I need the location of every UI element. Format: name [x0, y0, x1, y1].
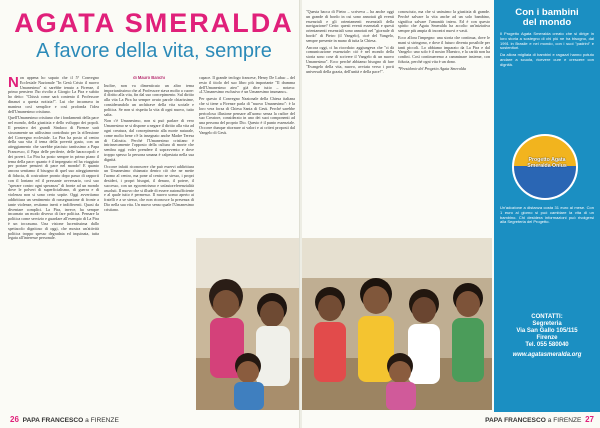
article-column-1: [8, 76, 99, 398]
drop-cap: N: [8, 76, 19, 91]
paragraph: Per questo il Convegno Nazionale della Chiesa italiana che si tiene a Firenze parla di "nuovo Umanesimo": è la loro vera forza di Chiesa Santa di Gesù. Perché sarebbe pericolosa illusione pensare all'uomo senza la radice del suo Creatore, considerato in uno dei suoi componenti ad una persona del proprio Dio. Questo è il punto essenziale. Occorre dunque ritornare ai valori e ai criteri proposti dal Vangelo di Gesù.: [199, 96, 295, 135]
paragraph: on appena ho saputo che il 5° Convegno Ecclesiale Nazionale "In Gesù Cristo il nuovo Umanesimo" si sarebbe tenuto a Firenze, il primo pensiero l'ho rivolto a Giorgio La Pira e subito ho detto: "Chissà come sarà contento il Professore dinanzi a questa notizia!". Lui che incarnava in maniera così semplice e così profonda l'idea dell'Umanesimo cristiano.: [8, 76, 99, 114]
paragraph: capace. Il grande teologo francese, Henry De Lubac – del resto il titolo del suo libro più importante "Il dramma dell'Umanesimo ateo" già dice tutto – notava: «L'Umanesimo esclusivo è un Umanesimo inumano».: [199, 76, 295, 95]
author-byline: di Mauro Banchi: [133, 76, 165, 80]
contacts-address: Via San Gallo 105/115: [516, 328, 578, 334]
page-number: 26: [10, 415, 19, 424]
children-photo-continued: [302, 238, 492, 410]
paragraph: Inoltre, non va dimenticato un altro tema importantissimo che al Professore stava molto a cuore: il diritto alla vita, fin dal suo concepimento. Sul diritto alla vita La Pira ha sempre avuto parole chiarissime, considerandolo un architrave della vita sociale e politica. Se non si rispetta la vita di ogni nuovo, tutto salta.: [104, 82, 194, 117]
article-subtitle: A favore della vita, sempre: [36, 40, 272, 62]
sidebar-paragraph: Il Progetto Agata Smeralda creato che si dirige in loro storia a sostegno di chi più ne ha bisogno, dal 1991 in Brasile e nel mondo, con i suoi "padrini" e sostenitori.: [500, 31, 594, 51]
article-column-4: [306, 10, 394, 238]
sidebar-paragraph: Un'adozione a distanza costa 31 euro al mese. Con 1 euro al giorno si può cambiare la vita di un bambino. Chi desidera informazioni può rivolgersi alla Segreteria del Progetto.: [500, 205, 594, 225]
agata-smeralda-badge: [512, 134, 578, 200]
contacts-box: [494, 314, 600, 359]
footer-city: FIRENZE: [553, 417, 582, 424]
badge-label: Progetto Agata Smeralda Onlus: [527, 157, 567, 169]
contacts-phone: Tel. 055 580040: [525, 342, 569, 348]
article-title: AGATA SMERALDA: [14, 8, 294, 38]
page-number: 27: [585, 415, 594, 424]
author-signature: *Presidente del Progetto Agata Smeralda: [398, 65, 467, 71]
contacts-heading: CONTATTI:: [531, 314, 563, 320]
children-photo: [196, 238, 300, 410]
paragraph: Occorre infatti riconoscere che può esservi addirittura un Umanesimo chiamato dentro ciò che ne mette l'uomo al centro, ma pone al centro se stesso, i propri desideri, i propri bisogni, il denaro, il potere, il successo, con un egocentrismo e un'autoreferenzialità assoluti. Il nuovo che si illude di essere autosufficiente e al quale tutto è permesso. Il nuovo uomo aperto ai fratelli e a se stesso, che non riconosce la presenza di Dio nella sua vita. Un nuovo senso quale l'Umanesimo cristiano.: [104, 163, 194, 212]
footer-connector: a: [547, 417, 552, 424]
magazine-name: PAPA FRANCESCO: [485, 417, 546, 424]
contacts-city: Firenze: [536, 335, 558, 341]
sidebar-body: [494, 206, 600, 227]
paragraph: Ecco allora l'impegno: una storia che continua, dove le mani si stringono, e dove il futuro diventa possibile per tanti piccoli. Lo abbiamo imparato da La Pira e dal Vangelo: uno solo è il nostro Maestro, e la carità non ha confini. Così continueremo a camminare insieme, con fiducia, perché ogni vita è un dono.: [398, 34, 490, 64]
magazine-name: PAPA FRANCESCO: [22, 417, 84, 424]
website-link[interactable]: www.agatasmeralda.org: [512, 352, 582, 358]
paragraph: Ancora oggi, ci ha ricordato: aggiungeva che "ci dà comunicazione essenziale: ciò è nel mondo della storia sono cose di scrivere il Vangelo di un nuovo Umanesimo". Ecco perché abbiamo bisogno di fare "Evangelo della vita, nuovo, avviata verso i porti universali della grazia, dell'unità e della pace!".: [306, 44, 394, 74]
sidebar-title: [494, 0, 600, 32]
sidebar-title-line: Con i bambini: [515, 7, 579, 18]
paragraph: "Questa bacca di Pietro – scriveva – ha anche oggi un grande di bordo in cui sono annotati gli eventi essenziali e gli orientamenti essenziali della navigazione? Certo: questi eventi essenziali e questi orientamenti essenziali sono annotati nel "giornale di bordo" di Pietro (il Vangelo), cioè del Vangelo, sempre presente in mano di tutta la Chiesa.: [306, 10, 394, 43]
info-sidebar: [494, 0, 600, 412]
paragraph: Quell'Umanesimo cristiano che i fondamenti della pace nel mondo, della giustizia e dello sviluppo dei popoli. Il pensiero dei grandi Sindaco di Firenze sarà sicuramente un utilissimo contributo per la riflessione del Convegno ecclesiale. La Pira ha posto al centro della sua vita il tema della povertà gusto, con un atteggiamento che sarebbe piaciuto tantissimo a Papa Francesco, il Papa delle periferie, delle baraccopoli e dei poveri. La Pira ha posto sempre in primo piano il tema della pace: quanto è il impegnato ed ha viaggiato per portare pensieri di pace nel mondo! E quanto ancora sentiamo il bisogno di quel suo atteggiamento di fiducia, di costruttore pronto dopo passo di rapporti con il lontano ed il pressante avversario, così suo "sperare contro ogni speranza" di fronte ad un mondo dove le polveri di superficialismo, di guerra e di violenza non si sono certo sopite. Oggi avvertiamo addirittura un sentimento di rassegnazione di fronte a tante violenze, restiamo inerti e indifferenti. Quasi da diventare complici. La Pira, invece, ha sempre incarnato un modo diverso di fare politica. Pensare la politica come servizio e guardare all'esempio di La Pira è un toccasana. Una visione lucentissima dallo spettacolo dignitoso di oggi, che mostra un'attività politica troppo spesso degradata ed inquinata, tutta legata all'interesse personale.: [8, 115, 99, 241]
sidebar-paragraph: Da allora migliaia di bambini e ragazzi hanno potuto andare a scuola, ricevere cure e crescere con dignità.: [500, 52, 594, 67]
sidebar-intro: [494, 32, 600, 68]
footer-city: FIRENZE: [90, 417, 119, 424]
sidebar-title-line: del mondo: [522, 17, 572, 28]
footer-connector: a: [85, 417, 89, 424]
paragraph: Non c'è Umanesimo, non si può parlare di vero Umanesimo se si dispone a negare il diritto alla vita ad ogni creatura, dal concepimento alla morte naturale, come molto bene c'è la insegnato anche Madre Teresa di Calcutta. Perché l'Umanesimo cristiano è intrinsecamente l'opposto della cultura di morte che sembra oggi voler prendere il sopravvento e dove troppo spesso la persona umana è calpestata nella sua dignità.: [104, 118, 194, 162]
contacts-office: Segreteria: [532, 321, 562, 327]
article-column-5: [398, 10, 490, 238]
page-footer-left: [10, 412, 119, 428]
article-column-2: [104, 76, 194, 398]
paragraph: conosciuto, ma che si unissimo la giustizia di grande. Perché salvare la vita anche ad un solo bambino, significa salvare l'umanità intera. Ed è con questo spirito che Agata Smeralda ha accolto un'iniziativa sempre più ampia di incontri nuovi e vasti.: [398, 10, 490, 34]
article-column-3: [199, 76, 295, 236]
page-footer-right: [485, 412, 594, 428]
right-page: [302, 0, 600, 428]
